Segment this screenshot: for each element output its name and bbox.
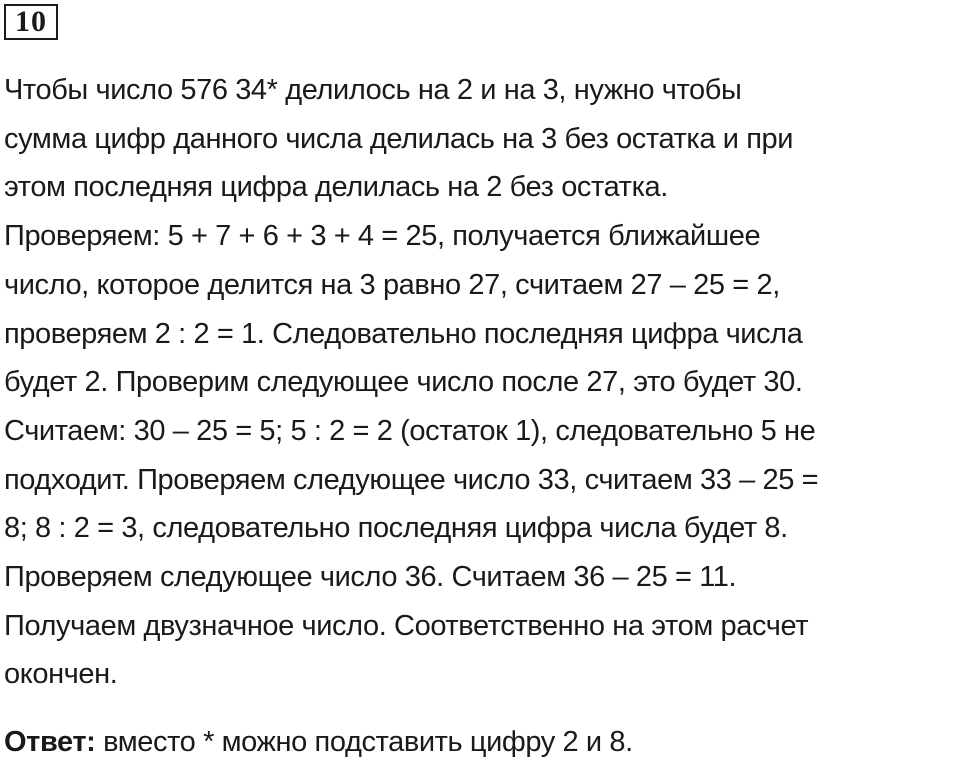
- solution-line: проверяем 2 : 2 = 1. Следовательно последняя цифра числа: [4, 317, 803, 350]
- answer: [4, 718, 633, 766]
- solution-line: подходит. Проверяем следующее число 33, считаем 33 – 25 =: [4, 463, 819, 496]
- solution-line: Считаем: 30 – 25 = 5; 5 : 2 = 2 (остаток 1), следовательно 5 не: [4, 414, 816, 447]
- solution-line: Проверяем: 5 + 7 + 6 + 3 + 4 = 25, получается ближайшее: [4, 220, 761, 253]
- answer-text: вместо * можно подставить цифру 2 и 8.: [95, 726, 633, 758]
- solution-line: число, которое делится на 3 равно 27, считаем 27 – 25 = 2,: [4, 268, 780, 301]
- answer-label: Ответ:: [4, 726, 96, 758]
- solution-line: Получаем двузначное число. Соответственно на этом расчет: [4, 609, 809, 642]
- solution-line: окончен.: [4, 658, 118, 691]
- solution-text: [4, 66, 956, 699]
- solution-line: Проверяем следующее число 36. Считаем 36 – 25 = 11.: [4, 561, 737, 594]
- solution-line: этом последняя цифра делилась на 2 без остатка.: [4, 171, 668, 204]
- solution-line: сумма цифр данного числа делилась на 3 без остатка и при: [4, 122, 794, 155]
- solution-line: будет 2. Проверим следующее число после 27, это будет 30.: [4, 366, 803, 399]
- solution-line: 8; 8 : 2 = 3, следовательно последняя цифра числа будет 8.: [4, 512, 788, 545]
- task-number-box: 10: [4, 4, 58, 40]
- solution-line: Чтобы число 576 34* делилось на 2 и на 3, нужно чтобы: [4, 74, 742, 106]
